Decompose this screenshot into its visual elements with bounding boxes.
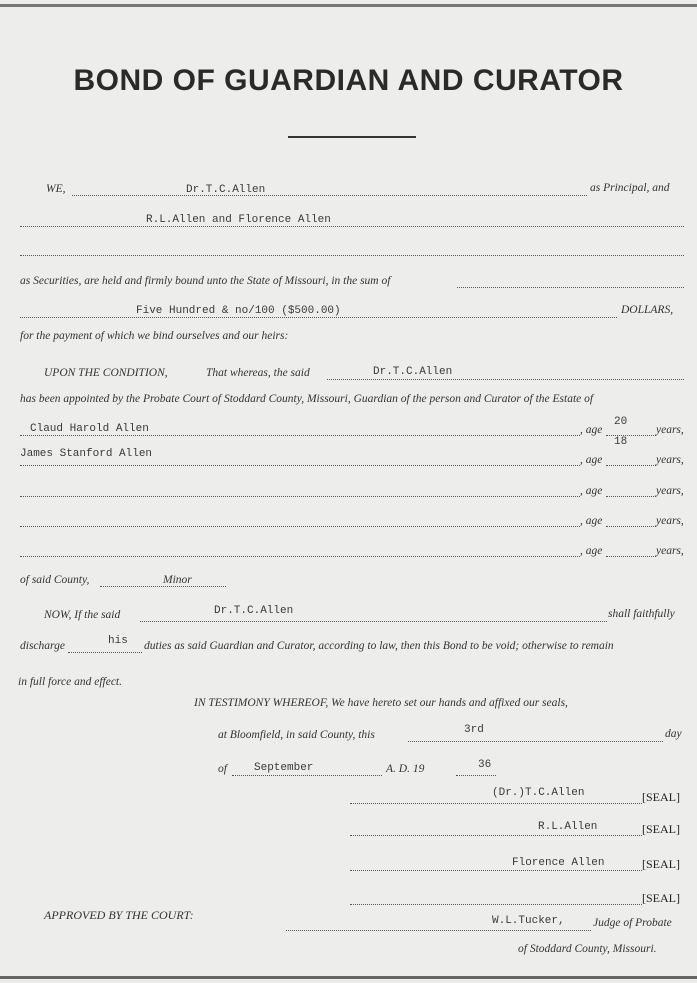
discharge-word: discharge bbox=[20, 640, 65, 652]
approved-label: APPROVED BY THE COURT: bbox=[44, 908, 194, 922]
minor-name-line bbox=[20, 496, 580, 497]
ad-label: A. D. 19 bbox=[386, 763, 425, 775]
age-label: , age bbox=[580, 545, 603, 557]
year: 36 bbox=[478, 759, 492, 771]
seal-label: [SEAL] bbox=[642, 891, 680, 905]
age-label: , age bbox=[580, 485, 603, 497]
day-word: day bbox=[665, 728, 682, 740]
appointed-text: has been appointed by the Probate Court of Stoddard County, Missouri, Guardian of the person and Curator of the Estate of bbox=[20, 393, 594, 405]
condition-name: Dr.T.C.Allen bbox=[373, 366, 453, 378]
signature-line bbox=[350, 904, 642, 905]
pronoun-line bbox=[68, 652, 142, 653]
testimony-text: IN TESTIMONY WHEREOF, We have hereto set our hands and affixed our seals, bbox=[194, 697, 568, 709]
faithfully-text: shall faithfully bbox=[608, 608, 675, 620]
year-line bbox=[456, 775, 496, 776]
age-line bbox=[606, 526, 656, 527]
years-label: years, bbox=[656, 454, 684, 466]
minor-name-line bbox=[20, 556, 580, 557]
signature-line bbox=[350, 870, 642, 871]
bottom-border-rule bbox=[0, 976, 697, 979]
day-value: 3rd bbox=[464, 724, 484, 736]
now-name-line bbox=[140, 621, 607, 622]
sum-line bbox=[20, 317, 617, 318]
discharge-text: duties as said Guardian and Curator, according to law, then this Bond to be void; otherwise to remain bbox=[144, 640, 614, 652]
we-label: WE, bbox=[46, 183, 66, 195]
title-underline bbox=[288, 136, 416, 138]
age-line bbox=[606, 556, 656, 557]
judge-county: of Stoddard County, Missouri. bbox=[518, 943, 657, 955]
sum-lead-line bbox=[457, 287, 684, 288]
seal-label: [SEAL] bbox=[642, 790, 680, 804]
securities-names-line bbox=[20, 226, 684, 227]
years-label: years, bbox=[656, 485, 684, 497]
minor-word-line bbox=[100, 586, 226, 587]
principal-line bbox=[72, 195, 587, 196]
signature-name: Florence Allen bbox=[512, 857, 605, 869]
blank-line-1 bbox=[20, 255, 684, 256]
now-lead: NOW, If the said bbox=[44, 609, 121, 621]
minor-name-line bbox=[20, 435, 580, 436]
now-name: Dr.T.C.Allen bbox=[214, 605, 294, 617]
county-text: of said County, bbox=[20, 574, 90, 586]
age-label: , age bbox=[580, 454, 603, 466]
securities-names: R.L.Allen and Florence Allen bbox=[146, 214, 331, 226]
years-label: years, bbox=[656, 424, 684, 436]
judge-name: W.L.Tucker, bbox=[492, 915, 565, 927]
minor-age: 18 bbox=[614, 436, 628, 448]
signature-name: R.L.Allen bbox=[538, 821, 598, 833]
signature-line bbox=[350, 803, 642, 804]
seal-label: [SEAL] bbox=[642, 857, 680, 871]
years-label: years, bbox=[656, 515, 684, 527]
years-label: years, bbox=[656, 545, 684, 557]
of-word: of bbox=[218, 763, 227, 775]
minor-name-line bbox=[20, 526, 580, 527]
judge-title: Judge of Probate bbox=[593, 917, 672, 929]
minor-name: James Stanford Allen bbox=[20, 448, 153, 460]
pronoun: his bbox=[108, 635, 128, 647]
full-force-text: in full force and effect. bbox=[18, 676, 123, 688]
seal-label: [SEAL] bbox=[642, 822, 680, 836]
age-line bbox=[606, 465, 656, 466]
place-text: at Bloomfield, in said County, this bbox=[218, 729, 375, 741]
month: September bbox=[254, 762, 314, 774]
dollars-label: DOLLARS, bbox=[621, 304, 674, 316]
judge-line bbox=[286, 930, 591, 931]
payment-text: for the payment of which we bind ourselves and our heirs: bbox=[20, 330, 289, 342]
month-line bbox=[232, 775, 382, 776]
as-principal-label: as Principal, and bbox=[590, 182, 670, 194]
condition-text: That whereas, the said bbox=[206, 367, 310, 379]
sum-amount: Five Hundred & no/100 ($500.00) bbox=[136, 305, 341, 317]
age-line bbox=[606, 496, 656, 497]
principal-name: Dr.T.C.Allen bbox=[186, 184, 266, 196]
minor-name: Claud Harold Allen bbox=[30, 423, 149, 435]
minor-age: 20 bbox=[614, 416, 628, 428]
condition-lead: UPON THE CONDITION, bbox=[44, 367, 168, 379]
minor-word: Minor bbox=[163, 574, 192, 586]
top-border-rule bbox=[0, 4, 697, 7]
document-title: BOND OF GUARDIAN AND CURATOR bbox=[73, 64, 624, 97]
securities-text: as Securities, are held and firmly bound unto the State of Missouri, in the sum of bbox=[20, 275, 391, 287]
age-label: , age bbox=[580, 515, 603, 527]
signature-name: (Dr.)T.C.Allen bbox=[492, 787, 585, 799]
condition-name-line bbox=[327, 379, 684, 380]
day-line bbox=[408, 741, 663, 742]
minor-name-line bbox=[20, 465, 580, 466]
signature-line bbox=[350, 835, 642, 836]
age-label: , age bbox=[580, 424, 603, 436]
